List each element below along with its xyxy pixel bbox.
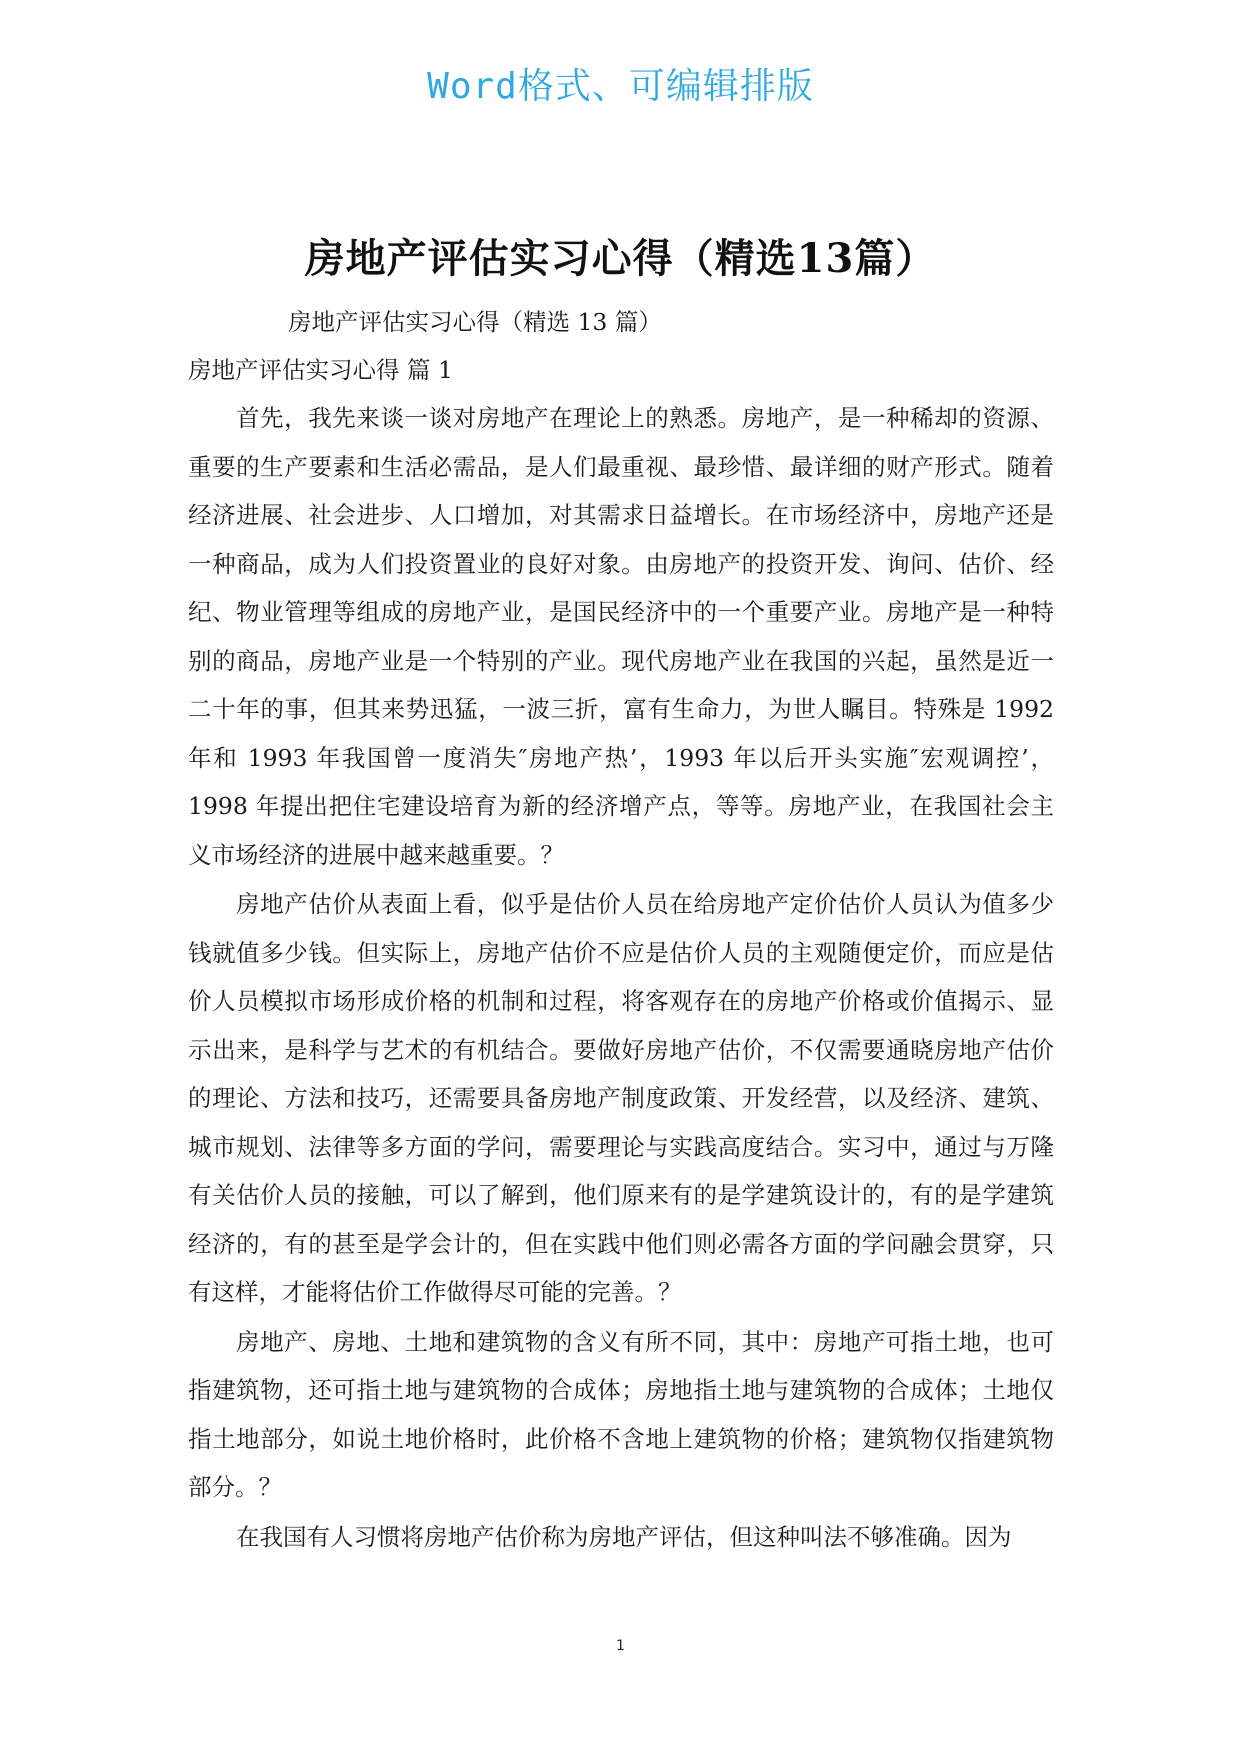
section-heading: 房地产评估实习心得 篇 1 xyxy=(188,356,453,384)
document-title: 房地产评估实习心得（精选13篇） xyxy=(304,234,937,282)
document-body xyxy=(188,298,1054,1561)
body-paragraph: 在我国有人习惯将房地产估价称为房地产评估，但这种叫法不够准确。因为 xyxy=(236,1522,1012,1551)
body-paragraph: 房地产估价从表面上看，似乎是估价人员在给房地产定价估价人员认为值多少钱就值多少钱。但实际上，房地产估价不应是估价人员的主观随便定价，而应是估价人员模拟市场形成价格的机制和过程，将客观存在的房地产价格或价值揭示、显示出来，是科学与艺术的有机结合。要做好房地产估价，不仅需要通晓房地产估价的理论、方法和技巧，还需要具备房地产制度政策、开发经营，以及经济、建筑、城市规划、法律等多方面的学问，需要理论与实践高度结合。实习中，通过与万隆有关估价人员的接触，可以了解到，他们原来有的是学建筑设计的，有的是学建筑经济的，有的甚至是学会计的，但在实践中他们则必需各方面的学问融会贯穿，只有这样，才能将估价工作做得尽可能的完善。？ xyxy=(188,890,1054,1306)
body-paragraph: 首先，我先来谈一谈对房地产在理论上的熟悉。房地产，是一种稀却的资源、重要的生产要素和生活必需品，是人们最重视、最珍惜、最详细的财产形式。随着经济进展、社会进步、人口增加，对其需求日益增长。在市场经济中，房地产还是一种商品，成为人们投资置业的良好对象。由房地产的投资开发、询问、估价、经纪、物业管理等组成的房地产业，是国民经济中的一个重要产业。房地产是一种特别的商品，房地产业是一个特别的产业。现代房地产业在我国的兴起，虽然是近一二十年的事，但其来势迅猛，一波三折，富有生命力，为世人瞩目。特殊是 1992 年和 1993 年我国曾一度消失″房地产热’，1993 年以后开头实施″宏观调控’，1998 年提出把住宅建设培育为新的经济增产点，等等。房地产业，在我国社会主义市场经济的进展中越来越重要。？ xyxy=(188,404,1054,869)
page-number: 1 xyxy=(616,1638,625,1654)
document-banner: Word格式、可编辑排版 xyxy=(427,66,814,107)
document-subtitle: 房地产评估实习心得（精选 13 篇） xyxy=(288,308,662,336)
body-paragraph: 房地产、房地、土地和建筑物的含义有所不同，其中：房地产可指土地，也可指建筑物，还可指土地与建筑物的合成体；房地指土地与建筑物的合成体；土地仅指土地部分，如说土地价格时，此价格不含地上建筑物的价格；建筑物仅指建筑物部分。？ xyxy=(188,1327,1054,1501)
